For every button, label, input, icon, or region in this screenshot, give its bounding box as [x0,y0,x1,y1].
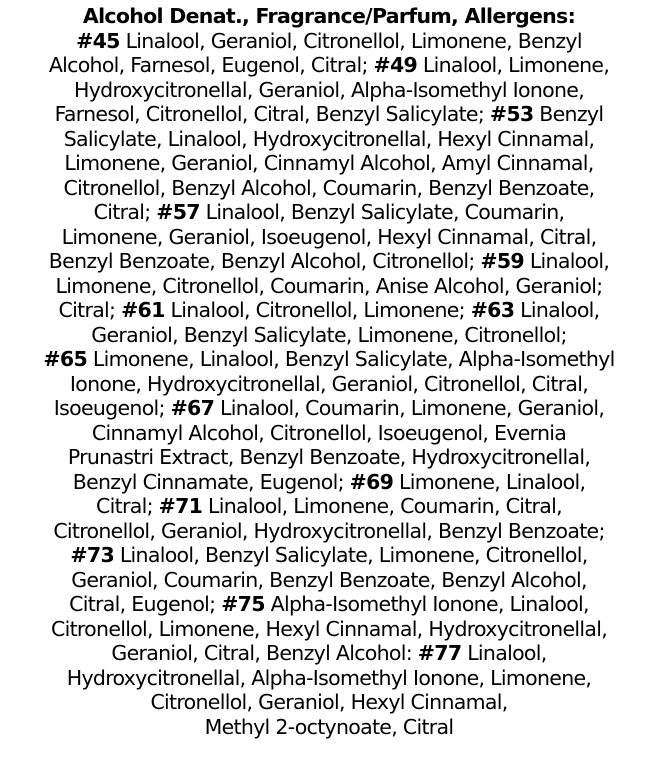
label-line [0,690,658,715]
ingredient-text: Limonene, Linalool, [393,469,586,494]
shade-number: #65 [43,347,88,371]
ingredient-text: Alcohol, Farnesol, Eugenol, Citral; [48,53,374,77]
label-line [0,470,658,495]
label-line [0,127,658,152]
shade-number: #69 [349,469,394,494]
ingredient-text: Citral; [58,298,122,322]
label-line [0,421,658,446]
label-line [0,715,658,740]
ingredient-text: Citral; [93,200,157,224]
label-line [0,396,658,421]
shade-number: #57 [156,200,200,224]
ingredient-text: Isoeugenol; [53,396,171,420]
ingredient-text: Benzyl Cinnamate, Eugenol; [72,469,350,494]
shade-number: #77 [417,641,462,665]
label-line [0,543,658,568]
ingredient-text: Limonene, Geraniol, Isoeugenol, Hexyl Cinnamal, Citral, [61,224,597,249]
shade-number: #59 [480,249,524,273]
allergen-ingredient-label [0,4,658,739]
label-line [0,568,658,593]
ingredient-text: Farnesol, Citronellol, Citral, Benzyl Salicylate; [54,102,490,126]
shade-number: #75 [221,592,265,616]
ingredient-text: Benzyl Benzoate, Benzyl Alcohol, Citronellol; [48,249,481,273]
ingredient-text: Geraniol, Coumarin, Benzyl Benzoate, Benzyl Alcohol, [71,567,587,592]
ingredient-text: Linalool, Benzyl Salicylate, Coumarin, [199,200,565,224]
label-line [0,347,658,372]
ingredient-text: Cinnamyl Alcohol, Citronellol, Isoeugenol, Evernia [91,420,567,445]
ingredient-text: Citronellol, Limonene, Hexyl Cinnamal, Hydroxycitronellal, [50,616,608,641]
ingredient-text: Prunastri Extract, Benzyl Benzoate, Hydroxycitronellal, [67,445,591,469]
label-line [0,29,658,54]
ingredient-text: Linalool, Citronellol, Limonene; [164,298,471,322]
label-line [0,641,658,666]
label-line [0,519,658,544]
label-line [0,494,658,519]
ingredient-text: Linalool, Limonene, Coumarin, Citral, [202,494,562,518]
label-heading: Alcohol Denat., Fragrance/Parfum, Allergens: [82,4,576,28]
ingredient-text: Hydroxycitronellal, Geraniol, Alpha-Isomethyl Ionone, [73,77,585,102]
ingredient-text: Citral; [96,494,159,518]
ingredient-text: Hydroxycitronellal, Alpha-Isomethyl Ionone, Limonene, [66,665,592,690]
label-line [0,592,658,617]
shade-number: #71 [158,494,203,518]
label-line [0,323,658,348]
ingredient-text: Ionone, Hydroxycitronellal, Geraniol, Citronellol, Citral, [69,371,589,396]
ingredient-text: Citronellol, Geraniol, Hydroxycitronellal, Benzyl Benzoate; [53,518,605,543]
ingredient-text: Citronellol, Geraniol, Hexyl Cinnamal, [150,690,508,714]
label-line [0,372,658,397]
label-line [0,249,658,274]
label-line [0,151,658,176]
ingredient-text: Benzyl [533,102,604,126]
ingredient-text: Linalool, [514,298,600,322]
ingredient-text: Salicylate, Linalool, Hydroxycitronellal, Hexyl Cinnamal, [63,126,595,151]
label-line [0,298,658,323]
label-line [0,445,658,470]
label-line [0,225,658,250]
label-line [0,102,658,127]
ingredient-text: Citronellol, Benzyl Alcohol, Coumarin, Benzyl Benzoate, [63,175,595,200]
shade-number: #67 [170,396,215,420]
shade-number: #73 [70,543,115,567]
shade-number: #49 [373,53,418,77]
allergen-list [0,29,658,740]
shade-number: #63 [470,298,515,322]
label-line [0,617,658,642]
ingredient-text: Linalool, Coumarin, Limonene, Geraniol, [214,396,605,420]
ingredient-text: Geraniol, Benzyl Salicylate, Limonene, Citronellol; [91,322,567,347]
shade-number: #53 [489,102,534,126]
ingredient-text: Limonene, Linalool, Benzyl Salicylate, Alpha-Isomethyl [87,347,615,371]
ingredient-text: Linalool, Geraniol, Citronellol, Limonene, Benzyl [119,28,582,53]
shade-number: #61 [121,298,165,322]
ingredient-text: Limonene, Geraniol, Cinnamyl Alcohol, Amyl Cinnamal, [64,151,594,175]
ingredient-text: Linalool, [461,641,547,665]
label-line [0,78,658,103]
ingredient-text: Linalool, Benzyl Salicylate, Limonene, Citronellol, [114,543,588,567]
label-line [0,53,658,78]
ingredient-text: Alpha-Isomethyl Ionone, Linalool, [264,592,589,616]
ingredient-text: Citral, Eugenol; [69,592,222,616]
label-line [0,274,658,299]
ingredient-text: Geraniol, Citral, Benzyl Alcohol: [111,641,418,665]
ingredient-text: Limonene, Citronellol, Coumarin, Anise Alcohol, Geraniol; [55,273,603,298]
label-line [0,666,658,691]
shade-number: #45 [76,28,120,53]
label-line [0,200,658,225]
ingredient-text: Linalool, Limonene, [417,53,610,77]
ingredient-text: Linalool, [524,249,610,273]
ingredient-text: Methyl 2-octynoate, Citral [204,714,454,739]
label-line [0,176,658,201]
